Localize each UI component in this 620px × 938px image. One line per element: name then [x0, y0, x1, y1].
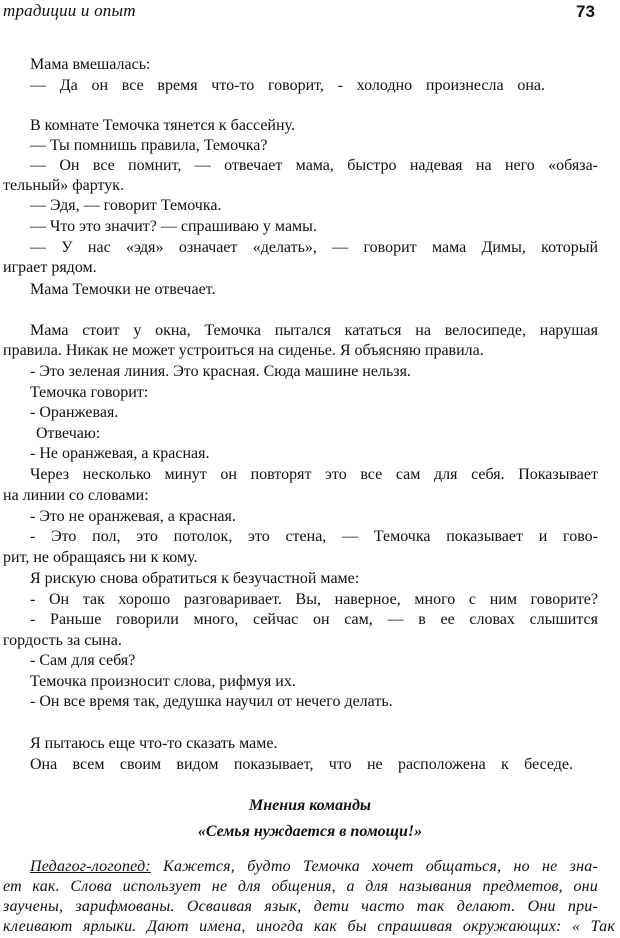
text-line: тельный» фартук. [3, 177, 125, 194]
text-line: - Не оранжевая, а красная. [30, 445, 210, 462]
text-line: — Эдя, — говорит Темочка. [30, 197, 222, 214]
text-line: - Он все время так, дедушка научил от нечего делать. [30, 693, 393, 710]
text-line: Я пытаюсь еще что-то сказать маме. [30, 735, 278, 752]
page-number: 73 [576, 2, 595, 21]
running-head: традиции и опыт [3, 1, 136, 20]
section-heading: Мнения команды [248, 797, 371, 814]
speaker-line [30, 857, 598, 877]
text-line: — Ты помнишь правила, Темочка? [30, 137, 268, 154]
speaker-label: Педагог-логопед: [30, 858, 151, 875]
text-line: на линии со словами: [3, 487, 149, 504]
text-line: В комнате Темочка тянется к бассейну. [30, 117, 295, 134]
text-line: - Это не оранжевая, а красная. [30, 508, 236, 525]
text-line: Мама Темочки не отвечает. [30, 281, 216, 298]
text-line: Через несколько минут он повторят это все сам для себя. Показывает [30, 466, 598, 483]
text-line: ет как. Слова использует не для общения, а для называния предметов, они [3, 878, 598, 895]
text-line: клеивают ярлыки. Дают имена, иногда как бы спрашивая окружающих: « Так [3, 918, 615, 935]
text-line: - Это зеленая линия. Это красная. Сюда машине нельзя. [30, 363, 411, 380]
text-line: гордость за сына. [3, 632, 122, 649]
text-line: Отвечаю: [36, 425, 101, 442]
text-line: - Он так хорошо разговаривает. Вы, наверное, много с ним говорите? [30, 591, 598, 608]
text-line: — Да он все время что-то говорит, - холодно произнесла она. [30, 77, 545, 94]
text-line: правила. Никак не может устроиться на сиденье. Я объясняю правила. [3, 342, 484, 359]
text-line: - Раньше говорили много, сейчас он сам, — в ее словах слышится [30, 611, 598, 628]
text-line: Темочка произносит слова, рифмуя их. [30, 673, 296, 690]
text-line: Темочка говорит: [30, 384, 149, 401]
text-line: играет рядом. [3, 259, 97, 276]
text-line: Мама стоит у окна, Темочка пытался кататься на велосипеде, нарушая [30, 322, 598, 339]
text-line: Мама вмешалась: [30, 56, 151, 73]
text-line: Я рискую снова обратиться к безучастной маме: [30, 570, 360, 587]
text-line: рит, не обращаясь ни к кому. [3, 549, 198, 566]
text-line: — У нас «эдя» означает «делать», — говорит мама Димы, который [30, 239, 598, 256]
text-line: заучены, зарифмованы. Осваивая язык, дети часто так делают. Они при- [3, 898, 598, 915]
text-line: — Что это значит? — спрашиваю у мамы. [30, 218, 317, 235]
section-subheading: «Семья нуждается в помощи!» [197, 823, 423, 840]
speaker-text: Кажется, будто Темочка хочет общаться, но не зна- [150, 858, 598, 875]
text-line: Она всем своим видом показывает, что не расположена к беседе. [30, 756, 573, 773]
text-line: - Сам для себя? [30, 652, 136, 669]
text-line: — Он все помнит, — отвечает мама, быстро надевая на него «обяза- [30, 157, 598, 174]
text-line: - Оранжевая. [30, 404, 119, 421]
text-line: - Это пол, это потолок, это стена, — Темочка показывает и гово- [30, 528, 598, 545]
